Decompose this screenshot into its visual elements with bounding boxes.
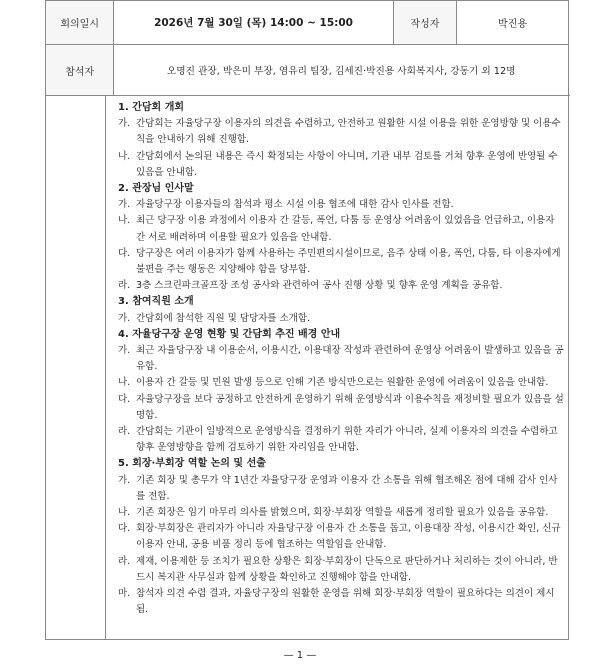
list-item <box>118 246 566 278</box>
list-item <box>118 116 566 148</box>
meeting-info-table <box>45 0 569 96</box>
item-marker: 다. <box>118 247 131 259</box>
item-text: 최근 당구장 이용 과정에서 이용자 간 갈등, 폭언, 다툼 등 운영상 어려움이 있었음을 언급하고, 이용자 간 서로 배려하며 이용할 필요가 있음을 안내함. <box>136 215 555 243</box>
section-title: 4. 자율당구장 운영 현황 및 간담회 추진 배경 안내 <box>118 328 341 340</box>
item-marker: 가. <box>118 474 131 486</box>
list-item <box>118 343 566 375</box>
section-title: 5. 회장·부회장 역할 논의 및 선출 <box>118 458 266 470</box>
list-item <box>118 149 566 181</box>
list-item <box>118 473 566 505</box>
item-marker: 가. <box>118 118 131 130</box>
item-marker: 라. <box>118 426 131 438</box>
item-marker: 라. <box>118 555 131 567</box>
section-title: 3. 참여직원 소개 <box>118 296 194 308</box>
list-item <box>118 554 566 586</box>
item-text: 3층 스크린파크골프장 조성 공사와 관련하여 공사 진행 상황 및 향후 운영 계획을 공유함. <box>136 280 503 292</box>
item-text: 자율당구장을 보다 공정하고 안전하게 운영하기 위해 운영방식과 이용수칙을 재정비할 필요가 있음을 설명함. <box>136 393 564 421</box>
item-marker: 마. <box>118 588 131 600</box>
list-item <box>118 311 566 327</box>
item-marker: 다. <box>118 523 131 535</box>
item-text: 간담회에서 논의된 내용은 즉시 확정되는 사항이 아니며, 기관 내부 검토를 거쳐 향후 운영에 반영될 수 있음을 안내함. <box>136 150 558 178</box>
item-text: 최근 자율당구장 내 이용순서, 이용시간, 이용대장 작성과 관련하여 운영상 어려움이 발생하고 있음을 공유함. <box>136 345 564 373</box>
item-marker: 나. <box>118 150 131 162</box>
list-item <box>118 213 566 245</box>
list-item <box>118 424 566 456</box>
meeting-date-label: 회의일시 <box>46 1 114 45</box>
item-text: 이용자 간 갈등 및 민원 발생 등으로 인해 기존 방식만으로는 원활한 운영에 어려움이 있음을 안내함. <box>136 377 549 389</box>
item-marker: 나. <box>118 215 131 227</box>
item-text: 간담회는 자율당구장 이용자의 의견을 수렴하고, 안전하고 원활한 시설 이용을 위한 운영방향 및 이용수칙을 안내하기 위해 진행함. <box>136 118 561 146</box>
writer-label: 작성자 <box>393 1 456 45</box>
minutes-body-box <box>45 95 569 640</box>
attendees-value: 오명진 관장, 박은미 부장, 염유리 팀장, 김세진·박진용 사회복지사, 강동기 외 12명 <box>114 45 569 96</box>
item-marker: 나. <box>118 507 131 519</box>
list-item <box>118 392 566 424</box>
item-text: 간담회에 참석한 직원 및 담당자를 소개함. <box>136 312 311 324</box>
page-number: — 1 — <box>283 650 317 661</box>
item-marker: 다. <box>118 393 131 405</box>
meeting-date-value: 2026년 7월 30일 (목) 14:00 ~ 15:00 <box>114 1 393 45</box>
item-marker: 가. <box>118 345 131 357</box>
list-item <box>118 505 566 521</box>
minutes-content <box>105 95 570 640</box>
section-title: 1. 간담회 개회 <box>118 102 185 113</box>
item-text: 기존 회장 및 총무가 약 1년간 자율당구장 운영과 이용자 간 소통을 위해 협조해온 점에 대해 감사 인사를 전함. <box>136 474 558 502</box>
list-item <box>118 521 566 553</box>
item-text: 참석자 의견 수렴 결과, 자율당구장의 원활한 운영을 위해 회장·부회장 역할이 필요하다는 의견이 제시됨. <box>136 588 555 616</box>
item-text: 간담회는 기관이 일방적으로 운영방식을 결정하기 위한 자리가 아니라, 실제 이용자의 의견을 수렴하고 향후 운영방향을 함께 검토하기 위한 자리임을 안내함. <box>136 426 558 454</box>
list-item <box>118 375 566 391</box>
list-item <box>118 586 566 618</box>
item-marker: 가. <box>118 199 131 211</box>
item-text: 당구장은 여러 이용자가 함께 사용하는 주민편의시설이므로, 음주 상태 이용, 폭언, 다툼, 타 이용자에게 불편을 주는 행동은 지양해야 함을 당부함. <box>136 247 561 276</box>
item-marker: 라. <box>118 280 131 292</box>
item-marker: 가. <box>118 312 131 324</box>
attendees-label: 참석자 <box>46 45 114 96</box>
list-item <box>118 278 566 294</box>
item-text: 자율당구장 이용자들의 참석과 평소 시설 이용 협조에 대한 감사 인사를 전함. <box>136 199 454 211</box>
item-text: 회장·부회장은 관리자가 아니라 자율당구장 이용자 간 소통을 돕고, 이용대장 작성, 이용시간 확인, 신규 이용자 안내, 공용 비품 정리 등에 협조하는 역할임을 안내함. <box>136 523 561 551</box>
writer-value: 박진용 <box>457 1 569 45</box>
section-title: 2. 관장님 인사말 <box>118 183 194 195</box>
list-item <box>118 197 566 213</box>
item-text: 제재, 이용제한 등 조치가 필요한 상황은 회장·부회장이 단독으로 판단하거나 처리하는 것이 아니라, 반드시 복지관 사무실과 함께 상황을 확인하고 진행해야 함을 안내함. <box>136 555 558 583</box>
item-marker: 나. <box>118 377 131 389</box>
item-text: 기존 회장은 임기 마무리 의사를 밝혔으며, 회장·부회장 역할을 새롭게 정리할 필요가 있음을 공유함. <box>136 507 549 519</box>
